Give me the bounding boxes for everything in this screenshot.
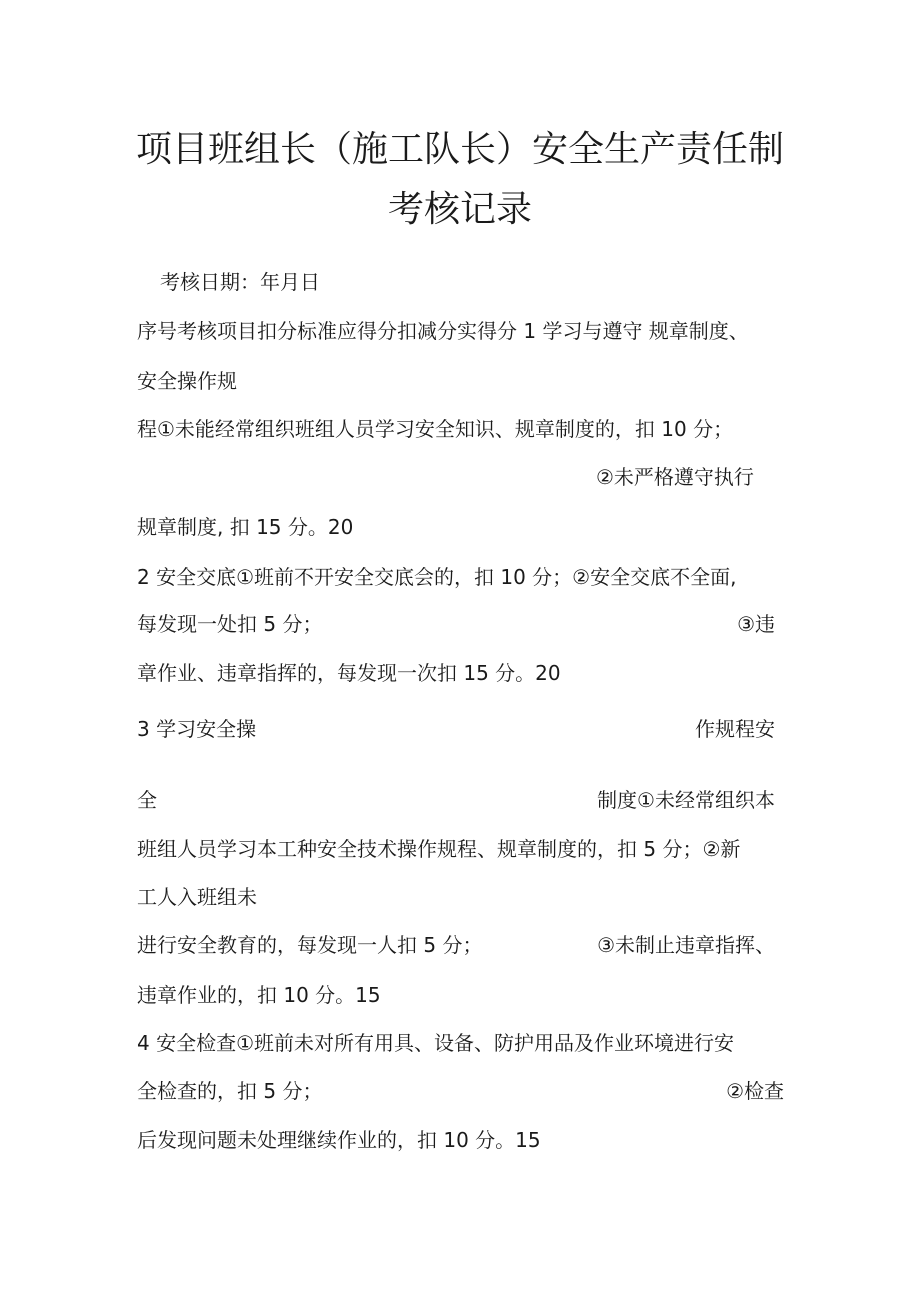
text-line: 后发现问题未处理继续作业的，扣 10 分。15 [137, 1128, 541, 1152]
text-fragment: ③违 [737, 612, 775, 636]
text-line: 违章作业的，扣 10 分。15 [137, 983, 381, 1007]
text-fragment: 作规程安 [695, 717, 775, 741]
text-line-item-4: 4 安全检查①班前未对所有用具、设备、防护用品及作业环境进行安 [137, 1031, 735, 1055]
text-fragment: 进行安全教育的，每发现一人扣 5 分； [137, 933, 483, 957]
document-title-line-2: 考核记录 [387, 189, 532, 230]
text-fragment: ②检查 [726, 1079, 784, 1103]
text-line: 工人入班组未 [137, 885, 257, 909]
text-line-header: 序号考核项目扣分标准应得分扣减分实得分 1 学习与遵守 规章制度、 [137, 319, 749, 343]
text-line: 规章制度, 扣 15 分。20 [137, 515, 354, 539]
text-fragment: 制度①未经常组织本 [597, 788, 775, 812]
text-line: ②未严格遵守执行 [596, 465, 754, 489]
document-title-line-1: 项目班组长（施工队长）安全生产责任制 [135, 129, 784, 170]
text-row-item-3 [137, 716, 775, 742]
text-line: 班组人员学习本工种安全技术操作规程、规章制度的，扣 5 分；②新 [137, 837, 741, 861]
text-fragment: 全检查的，扣 5 分； [137, 1079, 323, 1103]
text-row [137, 787, 775, 813]
text-line: 程①未能经常组织班组人员学习安全知识、规章制度的，扣 10 分； [137, 417, 734, 441]
text-fragment: 每发现一处扣 5 分； [137, 612, 323, 636]
text-row [137, 932, 775, 958]
text-fragment: 3 学习安全操 [137, 717, 257, 741]
text-fragment: 全 [137, 788, 157, 812]
text-line: 安全操作规 [137, 369, 237, 393]
text-row [137, 611, 775, 637]
text-line: 章作业、违章指挥的，每发现一次扣 15 分。20 [137, 661, 561, 685]
text-fragment: ③未制止违章指挥、 [597, 933, 775, 957]
text-line-item-2: 2 安全交底①班前不开安全交底会的，扣 10 分；②安全交底不全面, [137, 565, 737, 589]
text-row [137, 1078, 784, 1104]
assessment-date: 考核日期：年月日 [160, 270, 320, 294]
